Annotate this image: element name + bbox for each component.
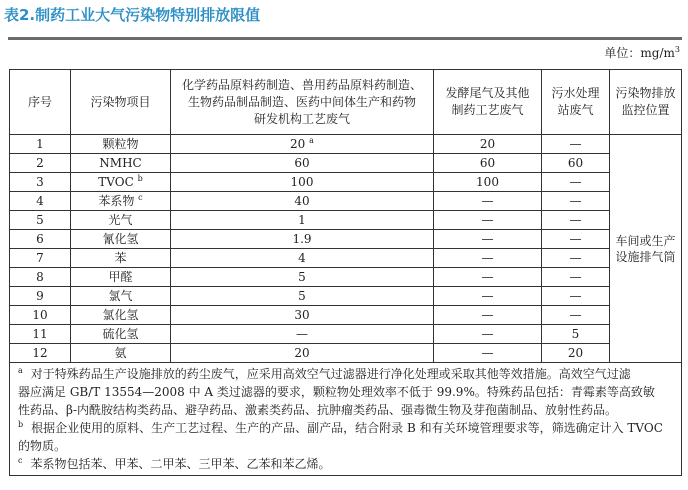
cell-fermentation: 20 [434,135,542,154]
cell-fermentation: — [434,268,542,287]
cell-item: 氰化氢 [71,230,171,249]
table-header-row [10,70,682,135]
cell-seq: 2 [10,154,71,173]
cell-seq: 9 [10,287,71,306]
cell-seq: 10 [10,306,71,325]
note-b: $^b$ 根据企业使用的原料、生产工艺过程、生产的产品、副产品，结合附录 B 和有关环境管理要求等，筛选确定计入 TVOC [18,420,663,435]
cell-sewage: — [542,249,610,268]
header-sewage: 污水处理 站废气 [542,70,610,135]
cell-item: 光气 [71,211,171,230]
table-row [10,249,682,268]
cell-seq: 3 [10,173,71,192]
cell-seq: 5 [10,211,71,230]
cell-seq: 7 [10,249,71,268]
cell-chem: 1 [171,211,434,230]
table-row [10,135,682,154]
header-chem: 化学药品原料药制造、兽用药品原料药制造、 生物药品制品制造、医药中间体生产和药物 研发机构工艺废气 [171,70,434,135]
table-row [10,344,682,363]
unit-label: 单位：$mg/m^3$ [604,45,680,60]
cell-sewage: — [542,230,610,249]
cell-fermentation: — [434,230,542,249]
cell-sewage: — [542,268,610,287]
cell-chem: 100 [171,173,434,192]
cell-item: 氯气 [71,287,171,306]
cell-sewage: — [542,287,610,306]
table-row [10,268,682,287]
cell-item: 氨 [71,344,171,363]
note-b-cont: 的物质。 [18,439,67,453]
cell-monitor-location: 车间或生产 设施排气筒 [610,135,682,363]
cell-item: 苯系物 $^c$ [71,192,171,211]
emission-limits-table [9,69,682,476]
cell-chem: 5 [171,268,434,287]
cell-sewage: — [542,173,610,192]
cell-item: 颗粒物 [71,135,171,154]
cell-chem: 20 [171,344,434,363]
cell-seq: 8 [10,268,71,287]
cell-sewage: — [542,306,610,325]
cell-item: 甲醛 [71,268,171,287]
cell-chem: — [171,325,434,344]
cell-chem: 4 [171,249,434,268]
table-row [10,230,682,249]
cell-seq: 4 [10,192,71,211]
cell-item: 硫化氢 [71,325,171,344]
cell-sewage: — [542,211,610,230]
cell-seq: 1 [10,135,71,154]
header-monitor: 污染物排放 监控位置 [610,70,682,135]
table-row [10,325,682,344]
table-row [10,173,682,192]
table-row [10,154,682,173]
note-a-cont: 性药品、β-内酰胺结构类药品、避孕药品、激素类药品、抗肿瘤类药品、强毒微生物及芽孢菌制品、放射性药品。 [18,403,617,417]
table-row [10,192,682,211]
cell-fermentation: 60 [434,154,542,173]
cell-fermentation: — [434,344,542,363]
cell-sewage: 5 [542,325,610,344]
cell-chem: 1.9 [171,230,434,249]
header-seq: 序号 [10,70,71,135]
cell-fermentation: — [434,211,542,230]
cell-item: 苯 [71,249,171,268]
note-a: $^a$ 对于特殊药品生产设施排放的药尘废气，应采用高效空气过滤器进行净化处理或采取其他等效措施。高效空气过滤 [18,366,631,381]
header-fermentation: 发酵尾气及其他 制药工艺废气 [434,70,542,135]
cell-fermentation: — [434,192,542,211]
header-item: 污染物项目 [71,70,171,135]
cell-seq: 12 [10,344,71,363]
cell-item: TVOC $^b$ [71,173,171,192]
cell-sewage: 20 [542,344,610,363]
table-notes-row [10,363,682,476]
table-row [10,306,682,325]
cell-fermentation: — [434,306,542,325]
cell-sewage: — [542,135,610,154]
cell-chem: 5 [171,287,434,306]
cell-fermentation: — [434,325,542,344]
table-notes [10,363,682,476]
cell-chem: 30 [171,306,434,325]
top-rule [8,37,682,40]
cell-item: NMHC [71,154,171,173]
cell-fermentation: 100 [434,173,542,192]
cell-chem: 60 [171,154,434,173]
table-row [10,287,682,306]
cell-chem: 20 $^a$ [171,135,434,154]
cell-chem: 40 [171,192,434,211]
table-row [10,211,682,230]
note-c: $^c$ 苯系物包括苯、甲苯、二甲苯、三甲苯、乙苯和苯乙烯。 [18,456,331,471]
page-title: 表2.制药工业大气污染物特别排放限值 [4,6,261,24]
cell-fermentation: — [434,287,542,306]
cell-sewage: 60 [542,154,610,173]
cell-fermentation: — [434,249,542,268]
cell-seq: 11 [10,325,71,344]
cell-sewage: — [542,192,610,211]
cell-item: 氯化氢 [71,306,171,325]
note-a-cont: 器应满足 GB/T 13554—2008 中 A 类过滤器的要求，颗粒物处理效率不低于 99.9%。特殊药品包括：青霉素等高致敏 [18,385,655,399]
cell-seq: 6 [10,230,71,249]
